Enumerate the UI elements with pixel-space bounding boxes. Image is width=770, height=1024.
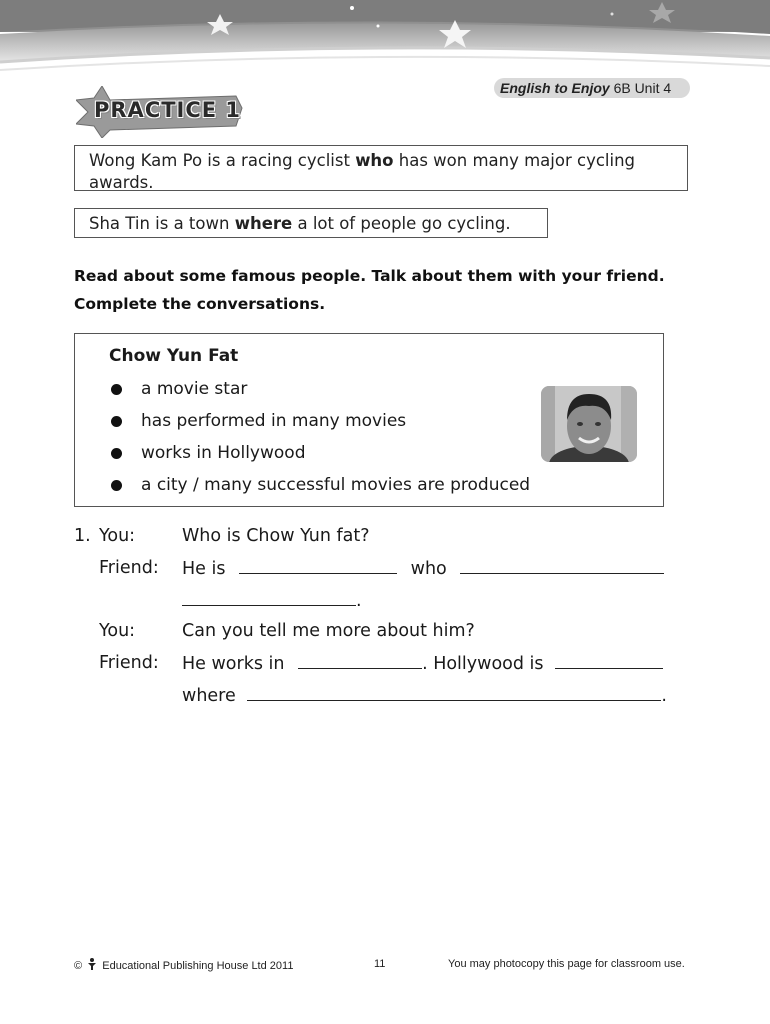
series-name: English to Enjoy (500, 80, 610, 96)
bullet-icon (111, 480, 122, 491)
keyword-where: where (234, 214, 293, 233)
keyword-who: who (355, 151, 394, 170)
bullet-icon (111, 384, 122, 395)
answer-blank[interactable] (182, 588, 356, 606)
header-decorative-band (0, 0, 770, 80)
dialog-text: Who is Chow Yun fat? (182, 526, 370, 546)
fact-item: works in Hollywood (141, 443, 306, 463)
practice-badge (76, 86, 246, 138)
footer-note: You may photocopy this page for classroom use. (448, 958, 685, 970)
exercise-number: 1. (74, 526, 91, 546)
dialog-text: He works in . Hollywood is (182, 651, 663, 676)
answer-blank[interactable] (460, 556, 664, 574)
answer-blank[interactable] (239, 556, 397, 574)
bullet-icon (111, 448, 122, 459)
answer-blank[interactable] (555, 651, 663, 669)
bullet-icon (111, 416, 122, 427)
answer-blank[interactable] (247, 683, 661, 701)
speaker-you: You: (99, 526, 136, 546)
footer (0, 958, 770, 974)
portrait-photo (541, 386, 637, 462)
profile-name: Chow Yun Fat (109, 346, 239, 366)
example-sentence-who: Wong Kam Po is a racing cyclist who has won many major cycling awards. (74, 145, 688, 191)
speaker-friend: Friend: (99, 558, 159, 578)
answer-blank[interactable] (298, 651, 422, 669)
profile-card (74, 333, 664, 507)
dialog-text: . (182, 588, 362, 613)
publisher-logo-icon (87, 958, 97, 970)
dialog-text: where . (182, 683, 667, 708)
page-number: 11 (374, 958, 386, 970)
unit-label: 6B Unit 4 (613, 80, 672, 96)
fact-item: a city / many successful movies are produced (141, 475, 531, 495)
dialog-text: Can you tell me more about him? (182, 621, 475, 641)
example-sentence-where: Sha Tin is a town where a lot of people go cycling. (74, 208, 548, 238)
speaker-friend: Friend: (99, 653, 159, 673)
dialog-text: He is who (182, 556, 664, 581)
fact-item: a movie star (141, 379, 248, 399)
footer-copyright: © Educational Publishing House Ltd 2011 (74, 960, 294, 972)
practice-title: PRACTICE 1 (94, 98, 242, 122)
speaker-you: You: (99, 621, 136, 641)
instructions: Read about some famous people. Talk about them with your friend. Complete the conversations. (74, 267, 665, 313)
series-unit-tag (494, 78, 690, 98)
fact-item: has performed in many movies (141, 411, 407, 431)
